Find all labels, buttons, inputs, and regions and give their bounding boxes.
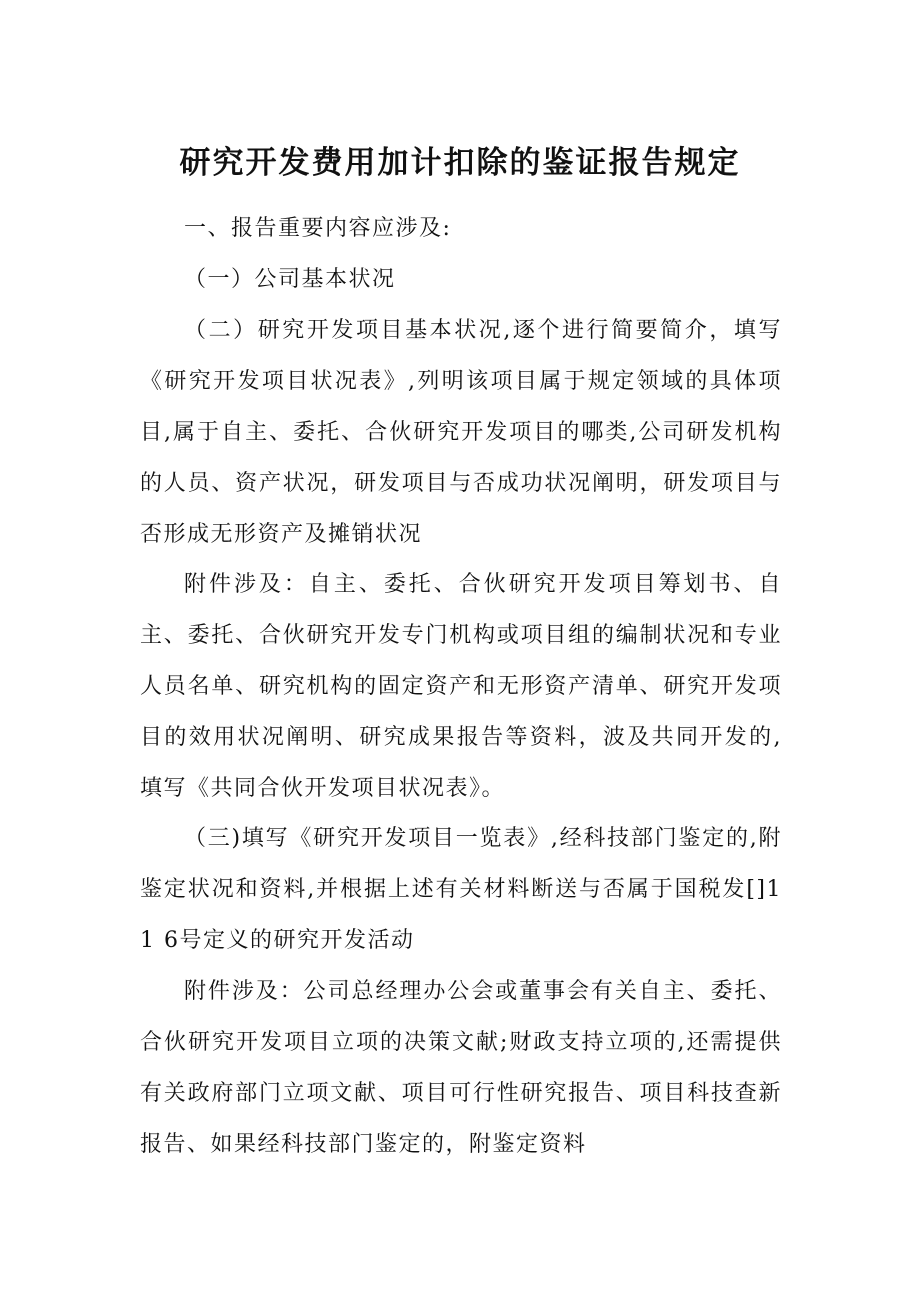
document-title: 研究开发费用加计扣除的鉴证报告规定 (179, 145, 741, 181)
item-rd-project-list: （三)填写《研究开发项目一览表》,经科技部门鉴定的,附鉴定状况和资料,并根据上述有关材料断送与否属于国税发[]11 6号定义的研究开发活动 (140, 826, 782, 953)
item-rd-project-status: （二）研究开发项目基本状况,逐个进行简要简介，填写《研究开发项目状况表》,列明该项目属于规定领域的具体项目,属于自主、委托、合伙研究开发项目的哪类,公司研发机构的人员、资产状况，研发项目与否成功状况阐明，研发项目与否形成无形资产及摊销状况 (140, 318, 782, 547)
attachments-paragraph-2: 附件涉及：公司总经理办公会或董事会有关自主、委托、合伙研究开发项目立项的决策文献;财政支持立项的,还需提供有关政府部门立项文献、项目可行性研究报告、项目科技查新报告、如果经科技部门鉴定的，附鉴定资料 (140, 979, 782, 1157)
item-company-basic-status: （一）公司基本状况 (184, 267, 396, 292)
section-heading-report-contents: 一、报告重要内容应涉及: (184, 216, 452, 241)
attachments-paragraph-1: 附件涉及：自主、委托、合伙研究开发项目筹划书、自主、委托、合伙研究开发专门机构或项目组的编制状况和专业人员名单、研究机构的固定资产和无形资产清单、研究开发项目的效用状况阐明、研究成果报告等资料，波及共同开发的,填写《共同合伙开发项目状况表》。 (140, 572, 782, 801)
